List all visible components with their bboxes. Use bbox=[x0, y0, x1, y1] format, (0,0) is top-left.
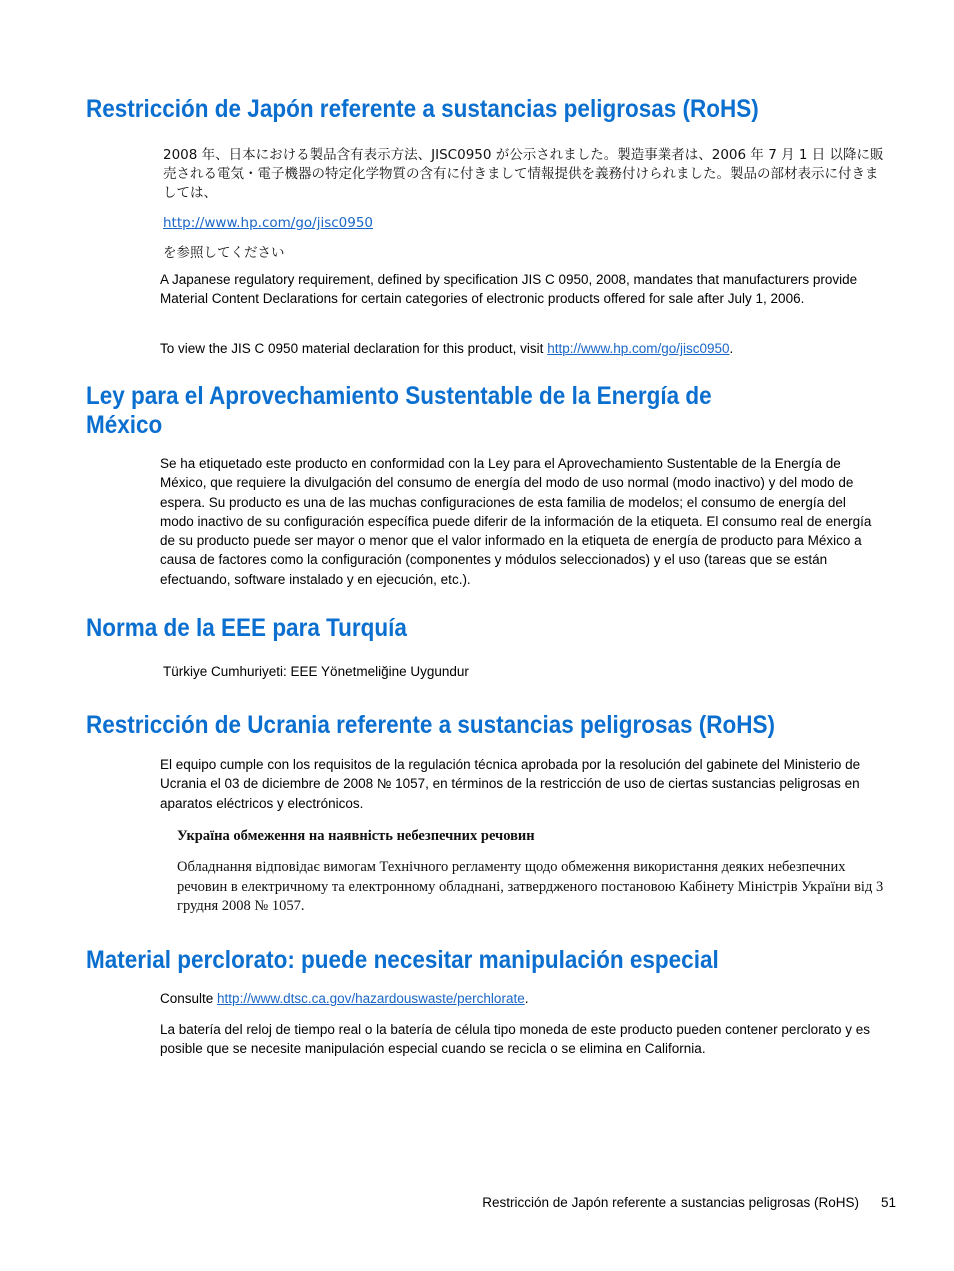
heading-mexico-energy-line2: México bbox=[86, 411, 163, 439]
consult-suffix: . bbox=[524, 991, 529, 1006]
perchlorate-consult-line bbox=[160, 989, 880, 1008]
ukraine-uk-text: Обладнання відповідає вимогам Технічного регламенту щодо обмеження використання деяких небезпечних речовин в електричному та електронному обладнані, затвердженого постановою Кабінету Міністрів України від 3 грудня 2008 № 1057. bbox=[177, 859, 884, 914]
japan-jp-after: を参照してください bbox=[163, 245, 285, 261]
view-prefix: To view the JIS C 0950 material declaration for this product, visit bbox=[160, 341, 548, 356]
japan-view-line bbox=[160, 339, 880, 358]
perchlorate-text: La batería del reloj de tiempo real o la batería de célula tipo moneda de este producto pueden contener perclorato y es posible que se necesite manipulación especial cuando se recicla o se elimina en California. bbox=[160, 1022, 870, 1057]
jisc-link-en[interactable]: http://www.hp.com/go/jisc0950 bbox=[547, 341, 730, 356]
perchlorate-link[interactable]: http://www.dtsc.ca.gov/hazardouswaste/perchlorate bbox=[217, 991, 525, 1006]
heading-ukraine-rohs: Restricción de Ucrania referente a sustancias peligrosas (RoHS) bbox=[86, 711, 776, 739]
page-footer bbox=[482, 1193, 896, 1212]
ukraine-text: El equipo cumple con los requisitos de la regulación técnica aprobada por la resolución del gabinete del Ministerio de Ucrania el 03 de diciembre de 2008 № 1057, en términos de la restricción de uso de ciertas sustancias peligrosas en aparatos eléctricos y electrónicos. bbox=[160, 757, 861, 811]
japan-jp-link-line bbox=[163, 214, 885, 233]
jisc-link-jp[interactable]: http://www.hp.com/go/jisc0950 bbox=[163, 215, 374, 231]
heading-perchlorate: Material perclorato: puede necesitar manipulación especial bbox=[86, 946, 719, 974]
page-number: 51 bbox=[880, 1195, 896, 1210]
heading-japan-rohs: Restricción de Japón referente a sustancias peligrosas (RoHS) bbox=[86, 95, 759, 123]
heading-mexico-energy-line1: Ley para el Aprovechamiento Sustentable de la Energía de bbox=[86, 382, 712, 410]
footer-title: Restricción de Japón referente a sustancias peligrosas (RoHS) bbox=[482, 1195, 859, 1210]
heading-turkey-eee: Norma de la EEE para Turquía bbox=[86, 614, 407, 642]
ukraine-uk-title: Україна обмеження на наявність небезпечних речовин bbox=[177, 828, 535, 844]
turkey-text: Türkiye Cumhuriyeti: EEE Yönetmeliğine Uygundur bbox=[163, 664, 469, 679]
japan-en-text: A Japanese regulatory requirement, defined by specification JIS C 0950, 2008, mandates that manufacturers provide Material Content Declarations for certain categories of electronic products offered for sale after July 1, 2006. bbox=[160, 272, 858, 307]
mexico-text: Se ha etiquetado este producto en conformidad con la Ley para el Aprovechamiento Sustentable de la Energía de México, que requiere la divulgación del consumo de energía del modo de uso normal (modo inactivo) y del modo de espera. Su producto es una de las muchas configuraciones de esta familia de modelos; el consumo de energía del modo inactivo de su configuración específica puede diferir de la información de la etiqueta. El consumo real de energía de su producto puede ser mayor o menor que el valor informado en la etiqueta de energía de producto para México a causa de factores como la configuración (componentes y módulos seleccionados) y el uso (tareas que se están efectuando, software instalado y en ejecución, etc.). bbox=[160, 456, 872, 587]
japan-jp-text: 2008 年、日本における製品含有表示方法、JISC0950 が公示されました。製造事業者は、2006 年 7 月 1 日 以降に販売される電気・電子機器の特定化学物質の含有に付きまして情報提供を義務付けられました。製品の部材表示に付きましては、 bbox=[163, 147, 884, 201]
consult-prefix: Consulte bbox=[160, 991, 218, 1006]
view-suffix: . bbox=[729, 341, 734, 356]
